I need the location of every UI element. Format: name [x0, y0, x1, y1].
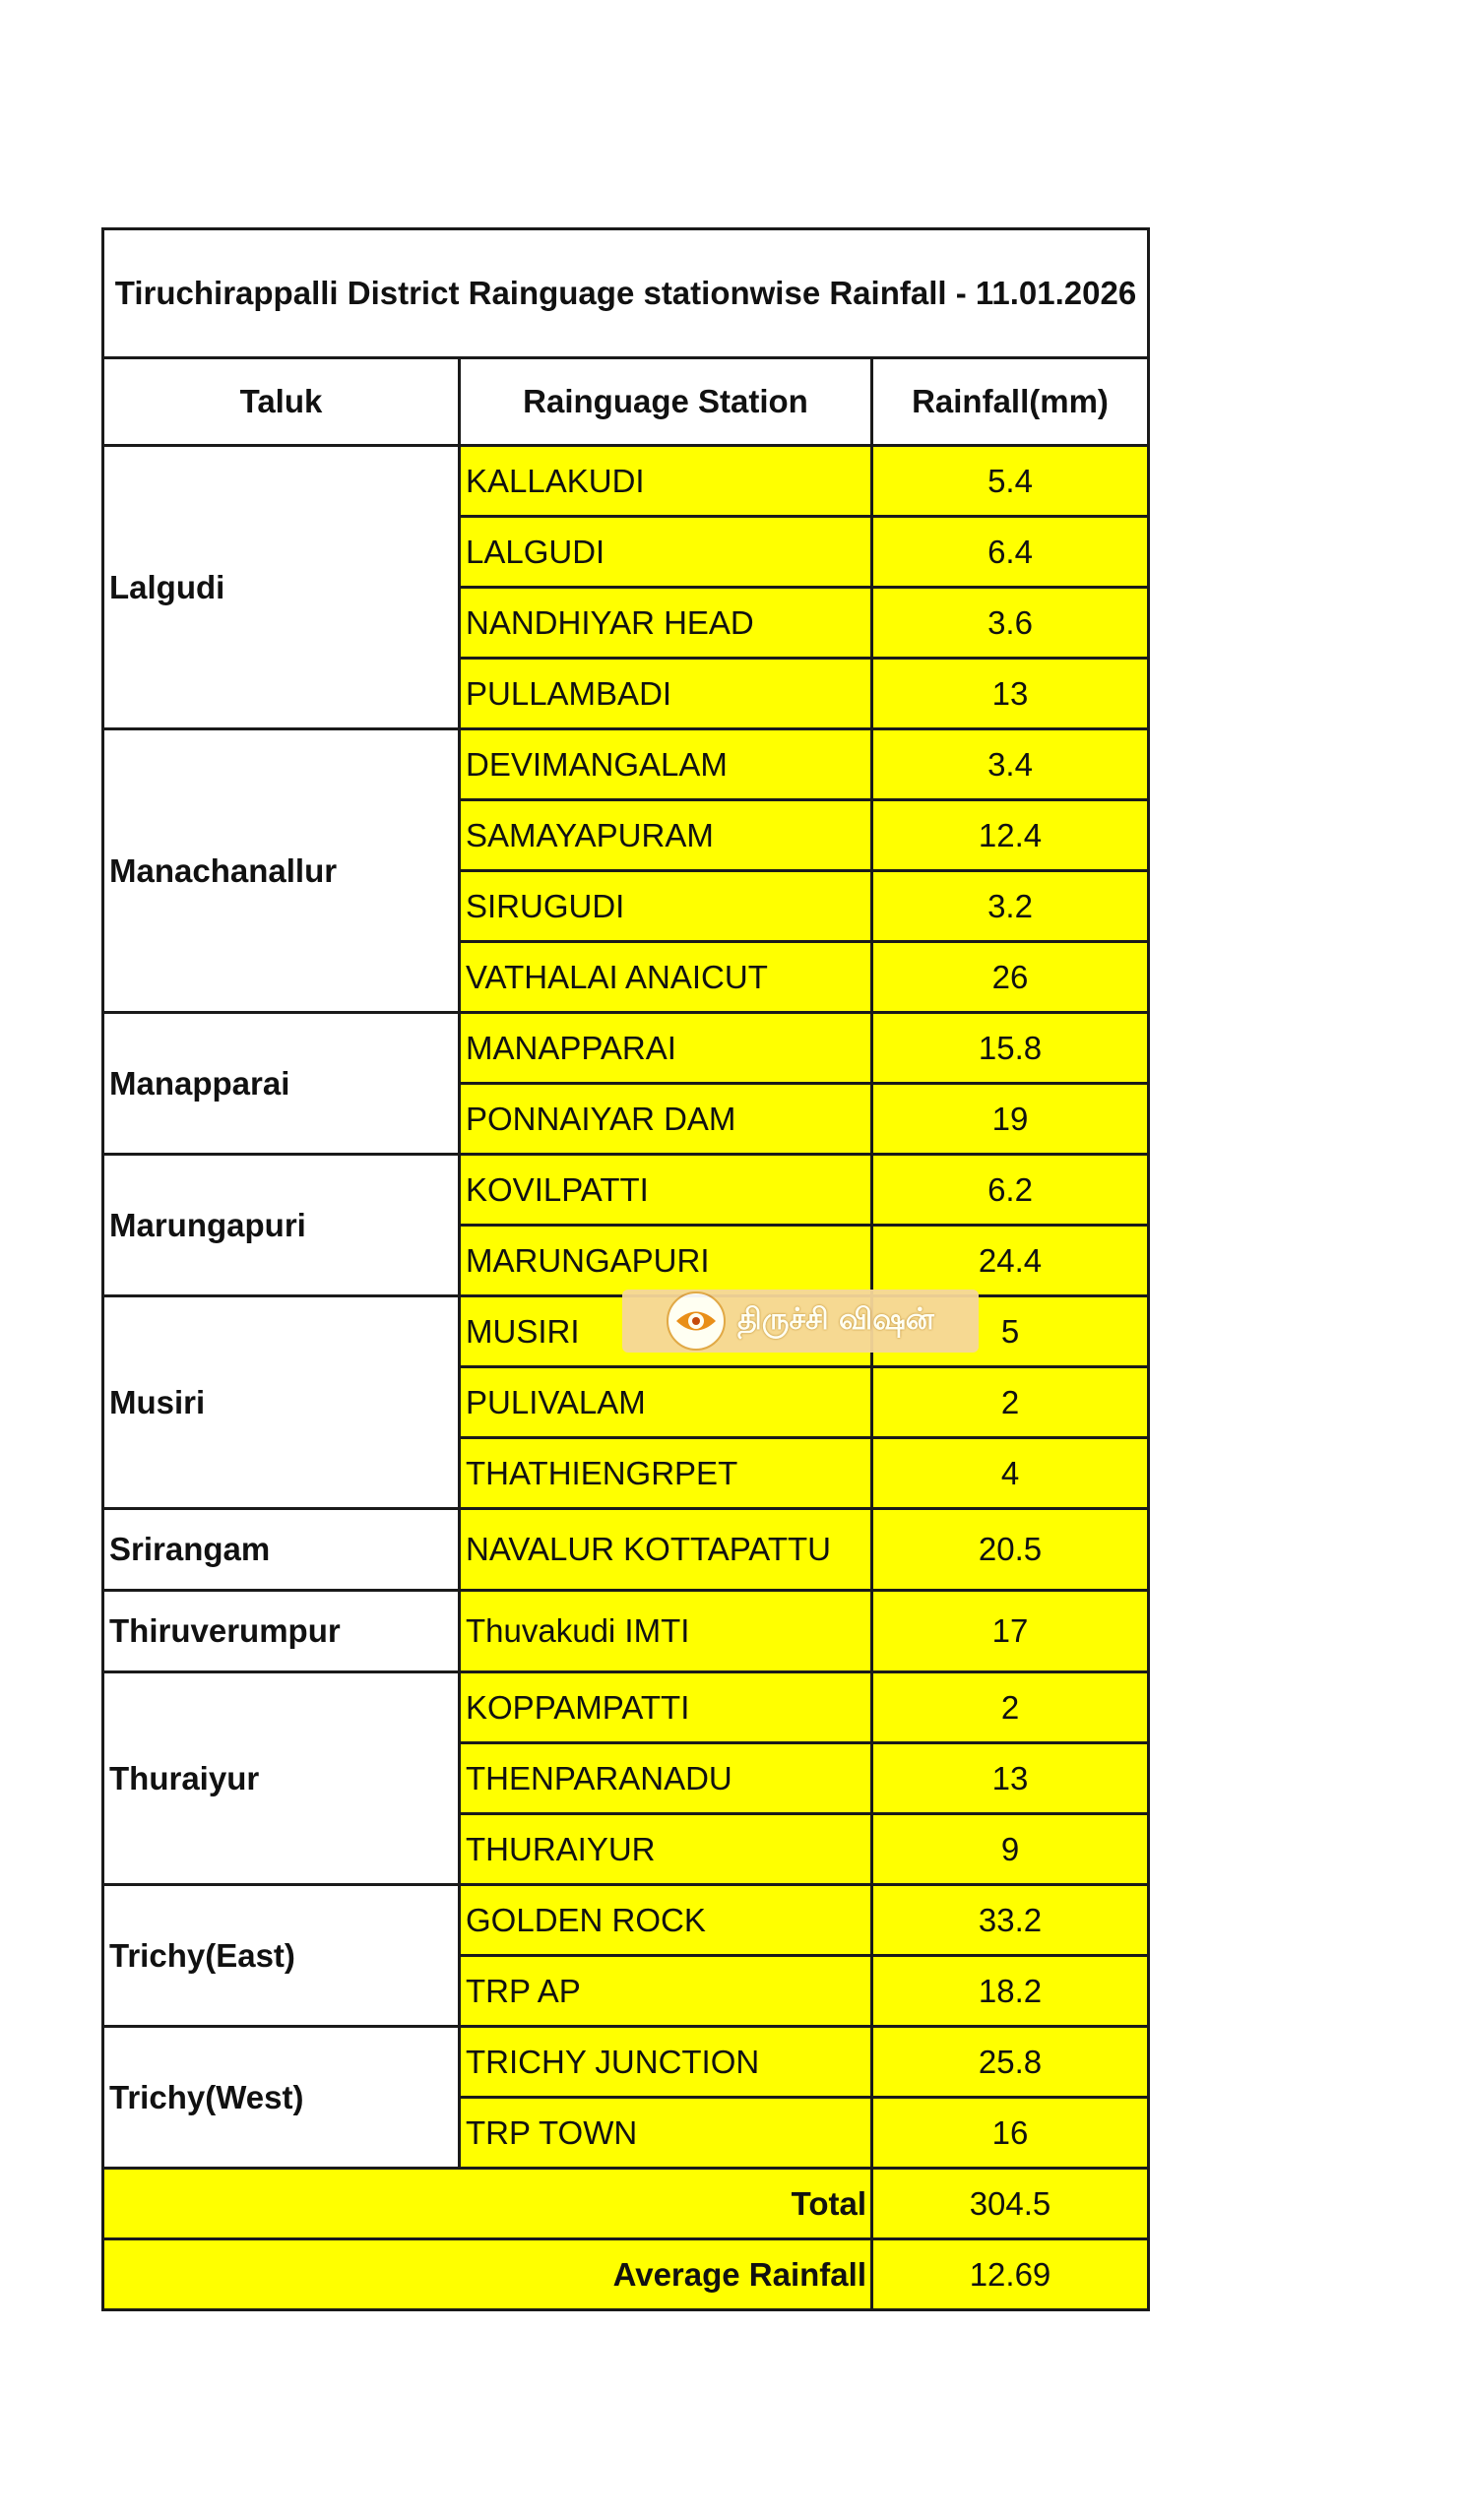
average-row	[103, 2239, 1149, 2310]
rainfall-cell: 12.4	[872, 800, 1149, 871]
rainfall-cell: 19	[872, 1084, 1149, 1155]
station-cell: THATHIENGRPET	[460, 1438, 872, 1509]
rainfall-cell: 33.2	[872, 1885, 1149, 1956]
station-cell: SAMAYAPURAM	[460, 800, 872, 871]
rainfall-cell: 3.4	[872, 729, 1149, 800]
total-row	[103, 2169, 1149, 2239]
table-row	[103, 446, 1149, 517]
rainfall-cell: 9	[872, 1814, 1149, 1885]
table-row	[103, 1591, 1149, 1672]
rainfall-cell: 6.4	[872, 517, 1149, 588]
station-cell: GOLDEN ROCK	[460, 1885, 872, 1956]
header-rainfall: Rainfall(mm)	[872, 358, 1149, 446]
table-row	[103, 1155, 1149, 1226]
station-cell: NAVALUR KOTTAPATTU	[460, 1509, 872, 1591]
station-cell: VATHALAI ANAICUT	[460, 942, 872, 1013]
rainfall-cell: 26	[872, 942, 1149, 1013]
station-cell: Thuvakudi IMTI	[460, 1591, 872, 1672]
eye-logo-icon	[667, 1292, 726, 1351]
rainfall-cell: 4	[872, 1438, 1149, 1509]
station-cell: NANDHIYAR HEAD	[460, 588, 872, 659]
rainfall-cell: 18.2	[872, 1956, 1149, 2027]
rainfall-cell: 24.4	[872, 1226, 1149, 1296]
taluk-cell: Manachanallur	[103, 729, 460, 1013]
rainfall-cell: 3.2	[872, 871, 1149, 942]
station-cell: MANAPPARAI	[460, 1013, 872, 1084]
taluk-cell: Musiri	[103, 1296, 460, 1509]
taluk-cell: Thiruverumpur	[103, 1591, 460, 1672]
rainfall-cell: 20.5	[872, 1509, 1149, 1591]
rainfall-cell: 13	[872, 1743, 1149, 1814]
station-cell: PONNAIYAR DAM	[460, 1084, 872, 1155]
station-cell: DEVIMANGALAM	[460, 729, 872, 800]
taluk-cell: Manapparai	[103, 1013, 460, 1155]
table-row	[103, 1672, 1149, 1743]
station-cell: MARUNGAPURI	[460, 1226, 872, 1296]
rainfall-cell: 16	[872, 2098, 1149, 2169]
table-row	[103, 1885, 1149, 1956]
header-taluk: Taluk	[103, 358, 460, 446]
rainfall-cell: 5.4	[872, 446, 1149, 517]
station-cell: KOPPAMPATTI	[460, 1672, 872, 1743]
station-cell: TRP AP	[460, 1956, 872, 2027]
station-cell: KOVILPATTI	[460, 1155, 872, 1226]
taluk-cell: Lalgudi	[103, 446, 460, 729]
station-cell: KALLAKUDI	[460, 446, 872, 517]
rainfall-cell: 17	[872, 1591, 1149, 1672]
average-label: Average Rainfall	[103, 2239, 872, 2310]
channel-watermark	[622, 1290, 979, 1353]
station-cell: THURAIYUR	[460, 1814, 872, 1885]
average-value: 12.69	[872, 2239, 1149, 2310]
station-cell: MUSIRI	[460, 1296, 872, 1367]
rainfall-cell: 3.6	[872, 588, 1149, 659]
watermark-text: திருச்சி விஷன்	[737, 1301, 934, 1337]
station-cell: TRP TOWN	[460, 2098, 872, 2169]
rainfall-cell: 5	[872, 1296, 1149, 1367]
station-cell: THENPARANADU	[460, 1743, 872, 1814]
station-cell: TRICHY JUNCTION	[460, 2027, 872, 2098]
taluk-cell: Marungapuri	[103, 1155, 460, 1296]
table-row	[103, 729, 1149, 800]
rainfall-cell: 25.8	[872, 2027, 1149, 2098]
rainfall-cell: 15.8	[872, 1013, 1149, 1084]
total-value: 304.5	[872, 2169, 1149, 2239]
station-cell: SIRUGUDI	[460, 871, 872, 942]
rainfall-table	[101, 227, 1150, 2311]
station-cell: PULIVALAM	[460, 1367, 872, 1438]
rainfall-cell: 13	[872, 659, 1149, 729]
station-cell: LALGUDI	[460, 517, 872, 588]
taluk-cell: Srirangam	[103, 1509, 460, 1591]
table-row	[103, 2027, 1149, 2098]
total-label: Total	[103, 2169, 872, 2239]
table-title: Tiruchirappalli District Rainguage stationwise Rainfall - 11.01.2026	[103, 229, 1149, 358]
header-station: Rainguage Station	[460, 358, 872, 446]
station-cell: PULLAMBADI	[460, 659, 872, 729]
rainfall-cell: 2	[872, 1367, 1149, 1438]
taluk-cell: Trichy(West)	[103, 2027, 460, 2169]
table-row	[103, 1013, 1149, 1084]
taluk-cell: Trichy(East)	[103, 1885, 460, 2027]
taluk-cell: Thuraiyur	[103, 1672, 460, 1885]
rainfall-cell: 2	[872, 1672, 1149, 1743]
rainfall-cell: 6.2	[872, 1155, 1149, 1226]
table-row	[103, 1509, 1149, 1591]
